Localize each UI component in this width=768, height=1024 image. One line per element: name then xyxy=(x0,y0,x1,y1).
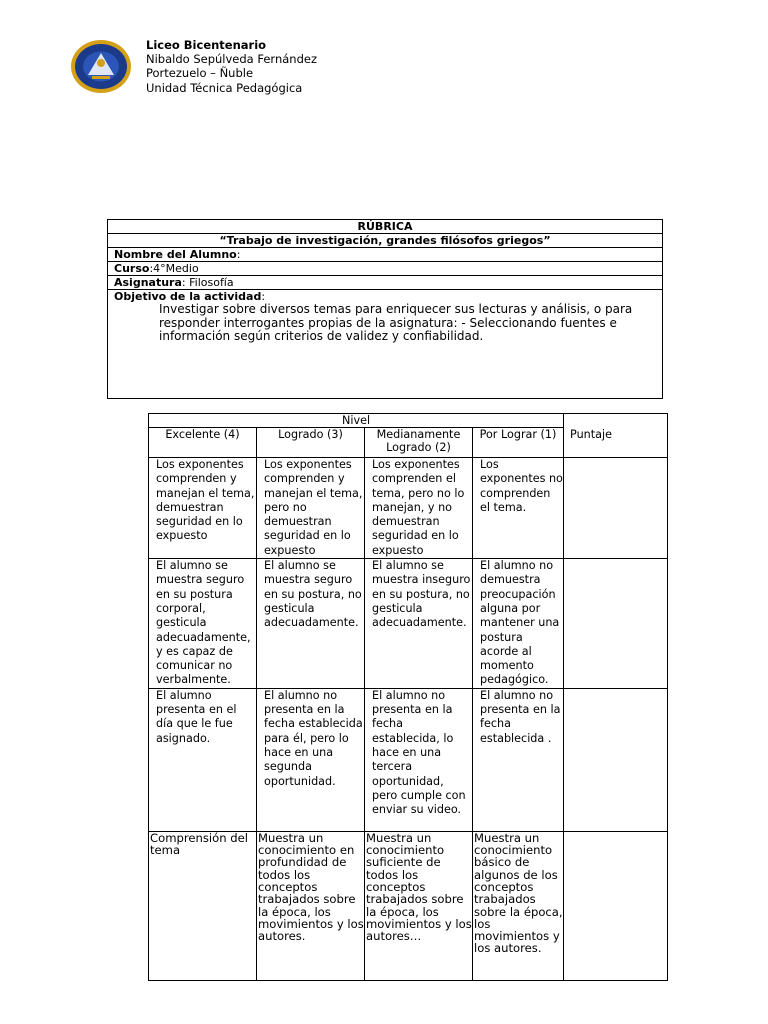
rubric-cell: Muestra un conocimiento básico de algunos de los conceptos trabajados sobre la época, los movimientos y los autores. xyxy=(473,831,564,980)
criterion-cell: Comprensión del tema xyxy=(149,831,257,980)
score-cell[interactable] xyxy=(564,688,668,831)
level-header: Por Lograr (1) xyxy=(473,428,564,458)
rubric-cell: El alumno no presenta en la fecha establecida para él, pero lo hace en una segunda oportunidad. xyxy=(257,688,365,831)
rubric-cell: El alumno presenta en el día que le fue asignado. xyxy=(149,688,257,831)
director-name: Nibaldo Sepúlveda Fernández xyxy=(146,52,317,67)
level-header: Logrado (3) xyxy=(257,428,365,458)
student-row: Nombre del Alumno: xyxy=(108,248,663,262)
table-row xyxy=(149,458,668,559)
school-header xyxy=(146,38,317,95)
objective-label: Objetivo de la actividad xyxy=(114,290,262,303)
rubric-cell: Los exponentes comprenden el tema, pero no lo manejan, y no demuestran seguridad en lo expuesto xyxy=(365,458,473,559)
table-row xyxy=(149,688,668,831)
rubric-cell: El alumno se muestra seguro en su postura corporal, gesticula adecuadamente, y es capaz de comunicar no verbalmente. xyxy=(149,559,257,689)
level-header: Medianamente Logrado (2) xyxy=(365,428,473,458)
table-row xyxy=(149,831,668,980)
school-unit: Unidad Técnica Pedagógica xyxy=(146,80,303,95)
level-header: Excelente (4) xyxy=(149,428,257,458)
info-table xyxy=(107,219,663,399)
subject-row: Asignatura: Filosofía xyxy=(108,276,663,290)
course-label: Curso xyxy=(114,262,150,275)
rubric-cell: Muestra un conocimiento en profundidad de todos los conceptos trabajados sobre la época, los movimientos y los autores. xyxy=(257,831,365,980)
rubric-cell: Muestra un conocimiento suficiente de todos los conceptos trabajados sobre la época, los movimientos y los autores… xyxy=(365,831,473,980)
subject-value: Filosofía xyxy=(189,276,234,289)
score-cell[interactable] xyxy=(564,559,668,689)
score-cell[interactable] xyxy=(564,458,668,559)
rubric-cell: El alumno se muestra seguro en su postura, no gesticula adecuadamente. xyxy=(257,559,365,689)
rubric-cell: El alumno se muestra inseguro en su postura, no gesticula adecuadamente. xyxy=(365,559,473,689)
school-logo xyxy=(70,39,132,94)
rubric-subtitle: “Trabajo de investigación, grandes filósofos griegos” xyxy=(108,234,663,248)
rubric-cell: Los exponentes comprenden y manejan el tema, pero no demuestran seguridad en lo expuesto xyxy=(257,458,365,559)
student-label: Nombre del Alumno xyxy=(114,248,237,261)
course-row: Curso:4°Medio xyxy=(108,262,663,276)
rubric-cell: El alumno no presenta en la fecha establecida . xyxy=(473,688,564,831)
score-cell[interactable] xyxy=(564,831,668,980)
rubric-table xyxy=(148,413,668,981)
puntaje-header: Puntaje xyxy=(564,414,668,458)
rubric-cell: Los exponentes no comprenden el tema. xyxy=(473,458,564,559)
subject-label: Asignatura xyxy=(114,276,182,289)
school-location: Portezuelo – Ñuble xyxy=(146,66,254,81)
school-name: Liceo Bicentenario xyxy=(146,38,267,52)
nivel-header: Nivel xyxy=(149,414,564,428)
rubric-cell: El alumno no demuestra preocupación alguna por mantener una postura acorde al momento pedagógico. xyxy=(473,559,564,689)
objective-text: Investigar sobre diversos temas para enriquecer sus lecturas y análisis, o para responder interrogantes propias de la asignatura: - Seleccionando fuentes e información según criterios de validez y confiabilidad. xyxy=(159,302,633,343)
table-row xyxy=(149,559,668,689)
rubric-cell: Los exponentes comprenden y manejan el tema, demuestran seguridad en lo expuesto xyxy=(149,458,257,559)
objective-row: Objetivo de la actividad: Investigar sobre diversos temas para enriquecer sus lecturas y análisis, o para responder interrogantes propias de la asignatura: - Seleccionando fuentes e información según criterios de validez y confiabilidad. xyxy=(108,290,663,399)
rubric-cell: El alumno no presenta en la fecha establecida, lo hace en una tercera oportunidad, pero cumple con enviar su video. xyxy=(365,688,473,831)
rubric-title: RÚBRICA xyxy=(108,220,663,234)
course-value: 4°Medio xyxy=(153,262,199,275)
